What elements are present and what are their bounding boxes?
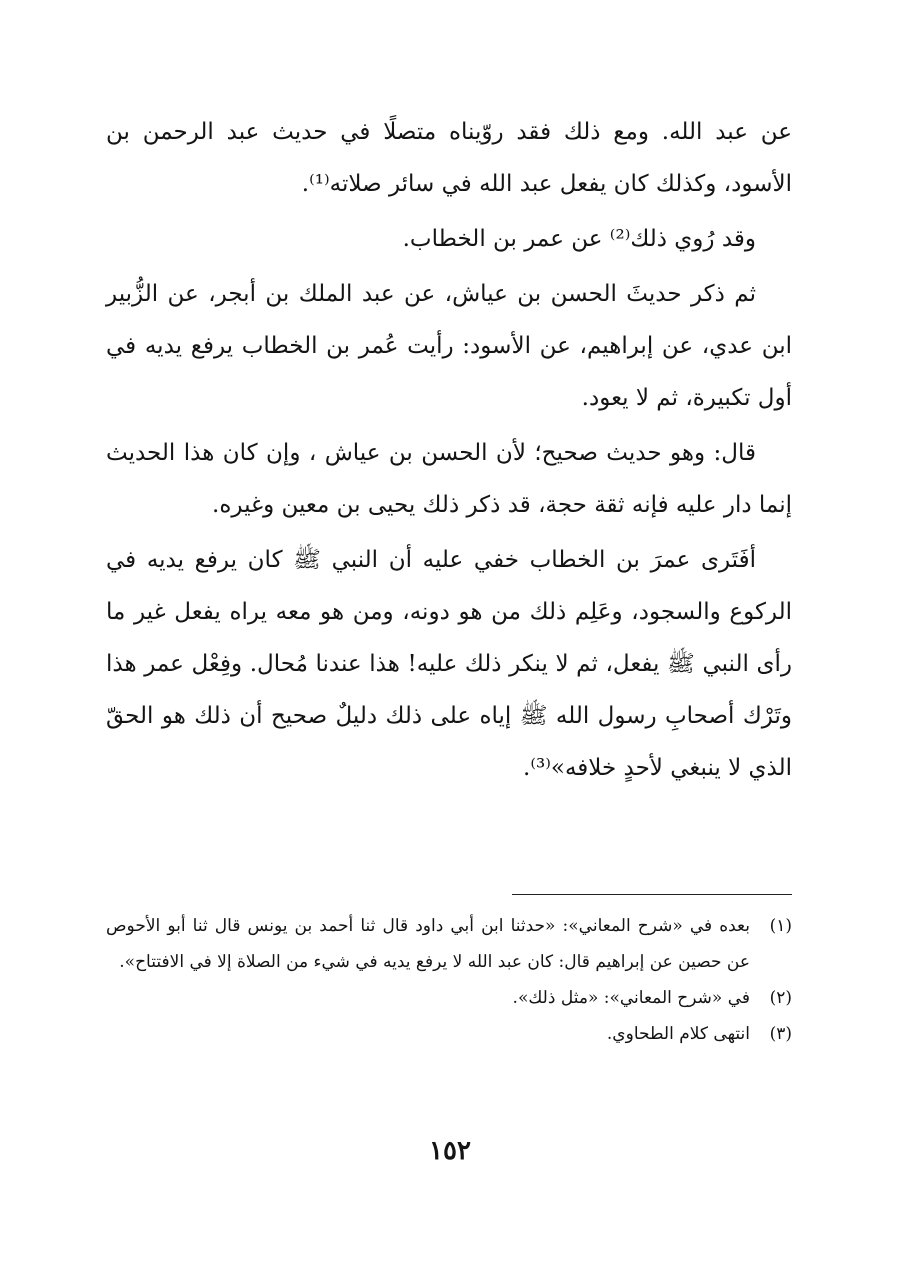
footnote-separator bbox=[512, 894, 792, 895]
footnote-text: انتهى كلام الطحاوي. bbox=[606, 1024, 750, 1044]
paragraph-5: أفَتَرى عمرَ بن الخطاب خفي عليه أن النبي ﷺ كان يرفع يديه في الركوع والسجود، وعَلِم ذلك من هو دونه، ومن هو معه يراه يفعل غير ما رأى النبي ﷺ يفعل، ثم لا ينكر ذلك عليه! هذا عندنا مُحال. وفِعْل عمر هذا وتَرْك أصحابِ رسول الله ﷺ إياه على ذلك دليلٌ صحيح أن ذلك هو الحقّ الذي لا ينبغي لأحدٍ خلافه»⁽³⁾. bbox=[106, 547, 792, 781]
footnote-text: في «شرح المعاني»: «مثل ذلك». bbox=[512, 988, 750, 1008]
page-number: ١٥٢ bbox=[429, 1136, 471, 1166]
footnote-1 bbox=[106, 908, 792, 980]
footnote-2 bbox=[106, 980, 792, 1016]
footnote-number: (٣) bbox=[769, 1024, 792, 1044]
footnote-3 bbox=[106, 1016, 792, 1052]
paragraph-1: عن عبد الله. ومع ذلك فقد روّيناه متصلًا في حديث عبد الرحمن بن الأسود، وكذلك كان يفعل عبد الله في سائر صلاته⁽¹⁾. bbox=[106, 119, 792, 197]
footnote-text: بعده في «شرح المعاني»: «حدثنا ابن أبي داود قال ثنا أحمد بن يونس قال ثنا أبو الأحوص عن حصين عن إبراهيم قال: كان عبد الله لا يرفع يديه في شيء من الصلاة إلا في الافتتاح». bbox=[106, 916, 750, 972]
footnotes bbox=[106, 908, 792, 1052]
footnote-number: (٢) bbox=[769, 988, 792, 1008]
paragraph-3: ثم ذكر حديثَ الحسن بن عياش، عن عبد الملك بن أبجر، عن الزُّبير ابن عدي، عن إبراهيم، عن الأسود: رأيت عُمر بن الخطاب يرفع يديه في أول تكبيرة، ثم لا يعود. bbox=[106, 281, 792, 411]
footnote-number: (١) bbox=[769, 916, 792, 936]
main-text bbox=[106, 106, 792, 797]
paragraph-4: قال: وهو حديث صحيح؛ لأن الحسن بن عياش ، وإن كان هذا الحديث إنما دار عليه فإنه ثقة حجة، قد ذكر ذلك يحيى بن معين وغيره. bbox=[106, 440, 792, 518]
paragraph-2: وقد رُوي ذلك⁽²⁾ عن عمر بن الخطاب. bbox=[402, 226, 756, 252]
